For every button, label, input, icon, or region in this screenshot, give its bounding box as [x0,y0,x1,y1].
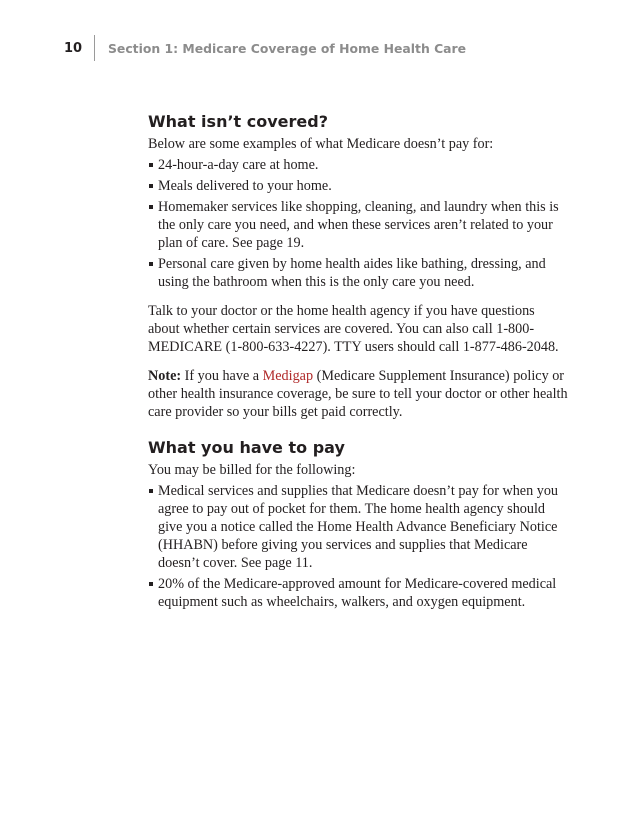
heading-have-to-pay: What you have to pay [148,438,345,457]
main-content [148,111,568,611]
list-not-covered [148,156,568,291]
header-divider [94,35,95,61]
list-item: Medical services and supplies that Medicare doesn’t pay for when you agree to pay out of pocket for them. The home health agency should give you a notice called the Home Health Advance Beneficiary Notice (HHABN) before giving you services and supplies that Medicare doesn’t cover. See page 11. [148,482,568,572]
intro-not-covered: Below are some examples of what Medicare doesn’t pay for: [148,136,494,152]
note-paragraph [148,367,568,421]
list-item: 20% of the Medicare-approved amount for Medicare-covered medical equipment such as wheelchairs, walkers, and oxygen equipment. [148,575,568,611]
list-item: 24-hour-a-day care at home. [148,156,568,174]
list-item: Meals delivered to your home. [148,177,568,195]
intro-have-to-pay: You may be billed for the following: [148,462,356,478]
heading-not-covered: What isn’t covered? [148,112,328,131]
list-have-to-pay [148,482,568,611]
note-text-before: If you have a [181,368,263,384]
page-header [0,33,638,63]
list-item: Homemaker services like shopping, cleaning, and laundry when this is the only care you need, and when these services aren’t related to your plan of care. See page 19. [148,198,568,252]
talk-paragraph: Talk to your doctor or the home health agency if you have questions about whether certain services are covered. You can also call 1-800-MEDICARE (1-800-633-4227). TTY users should call 1-877-486-2048. [148,303,559,355]
section-not-covered [148,111,568,421]
list-item: Personal care given by home health aides like bathing, dressing, and using the bathroom when this is the only care you need. [148,255,568,291]
note-label: Note: [148,368,182,384]
section-have-to-pay [148,437,568,611]
page-number: 10 [64,41,83,56]
running-head: Section 1: Medicare Coverage of Home Health Care [108,41,467,56]
note-text-after: (Medicare Supplement Insurance) policy or other health insurance coverage, be sure to tell your doctor or other health care provider so your bills get paid correctly. [148,368,568,420]
medigap-link[interactable]: Medigap [262,368,314,384]
